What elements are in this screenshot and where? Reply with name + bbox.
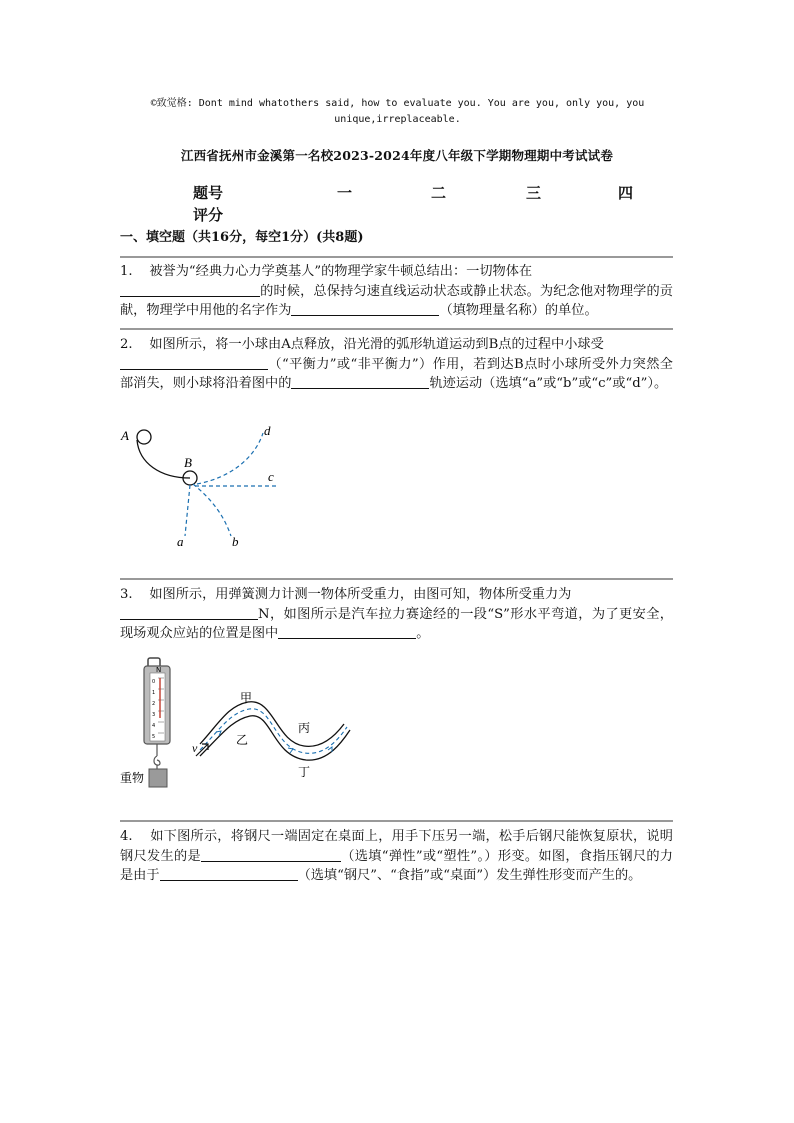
question-number: 2. [120,337,133,352]
question-text: 被誉为“经典力心力学奠基人”的物理学家牛顿总结出：一切物体在 [149,264,533,279]
answer-blank[interactable] [291,301,439,316]
motto: ©致觉格: Dont mind whatothers said, how to evaluate you. You are you, only you, you unique,irreplaceable. [150,98,645,125]
answer-blank[interactable] [160,866,298,881]
divider [120,328,673,330]
score-col-4: 四 [618,184,634,202]
divider [120,820,673,822]
scale-unit: N [156,666,162,674]
question-2 [120,335,673,394]
question-text: （填物理量名称）的单位。 [439,303,598,318]
label-ding: 丁 [298,765,311,779]
exam-title: 江西省抚州市金溪第一名校2023-2024年度八年级下学期物理期中考试试卷 [180,148,614,163]
section-heading: 一、填空题（共16分，每空1分）(共8题) [120,230,364,245]
score-col-1: 一 [337,184,353,202]
question-3 [120,585,673,644]
question-1 [120,262,673,321]
road-edge-inner [200,716,350,760]
label-jia: 甲 [240,691,253,705]
path-b [193,484,231,536]
question-number: 4. [120,829,133,844]
score-col-2: 二 [431,184,447,202]
scale-and-road-figure [116,656,356,791]
question-number: 3. [120,587,133,602]
question-number: 1. [120,264,133,279]
label-a: a [177,534,184,549]
path-a [185,485,190,536]
s-road [196,702,350,760]
question-4 [120,827,673,886]
question-text: 如图所示，将一小球由A点释放，沿光滑的弧形轨道运动到B点的过程中小球受 [149,337,604,352]
divider [120,578,673,580]
label-a-point: A [121,428,129,443]
question-text: （选填“弹性”或“塑性”。）形变。如图，食指压钢尺的力是由于 [120,848,673,883]
scale-tick-2: 2 [152,701,156,707]
answer-blank[interactable] [120,282,260,297]
divider [120,256,673,258]
answer-blank[interactable] [291,374,429,389]
answer-blank[interactable] [201,847,341,862]
scale-hook [154,756,160,765]
answer-blank[interactable] [278,624,416,639]
question-text: （选填“钢尺”、“食指”或“桌面”）发生弹性形变而产生的。 [297,868,642,883]
label-d: d [264,423,271,438]
label-b-point: B [184,455,192,470]
question-text: N，如图所示是汽车拉力赛途经的一段“S”形水平弯道，为了更安全，现场观众应站的位置是图中 [120,606,673,641]
scale-tick-5: 5 [152,734,156,740]
score-col-3: 三 [526,184,542,202]
score-row-label: 评分 [193,206,224,224]
scale-tick-0: 0 [152,679,156,685]
answer-blank[interactable] [120,605,258,620]
answer-blank[interactable] [120,355,268,370]
scale-tick-3: 3 [152,712,156,718]
ball-a [137,430,151,444]
label-b: b [232,534,239,549]
question-text: 。 [416,626,430,641]
question-text: 如下图所示，将钢尺一端固定在桌面上，用手下压另一端，松手后钢尺能恢复原状，说明钢尺发生的是 [120,829,673,864]
question-text: 的时候，总保持匀速直线运动状态或静止状态。为纪念他对物理学的贡献，物理学中用他的名字作为 [120,283,673,318]
label-yi: 乙 [236,733,249,747]
track-figure [115,418,290,553]
weight-block [149,769,167,787]
road-centerline [200,709,347,754]
scale-tick-1: 1 [152,690,156,696]
label-bing: 丙 [298,721,311,735]
weight-label: 重物 [120,771,145,785]
score-header: 题号 [193,184,224,202]
label-c: c [268,469,274,484]
arc-track [137,440,190,478]
spring-scale [144,658,170,787]
label-v: v [192,741,198,755]
question-text: （“平衡力”或“非平衡力”）作用，若到达B点时小球所受外力突然全部消失，则小球将沿着图中的 [120,356,673,391]
path-d [197,433,263,484]
question-text: 如图所示，用弹簧测力计测一物体所受重力，由图可知，物体所受重力为 [149,587,572,602]
question-text: 轨迹运动（选填“a”或“b”或“c”或“d”）。 [429,376,668,391]
scale-tick-4: 4 [152,723,156,729]
